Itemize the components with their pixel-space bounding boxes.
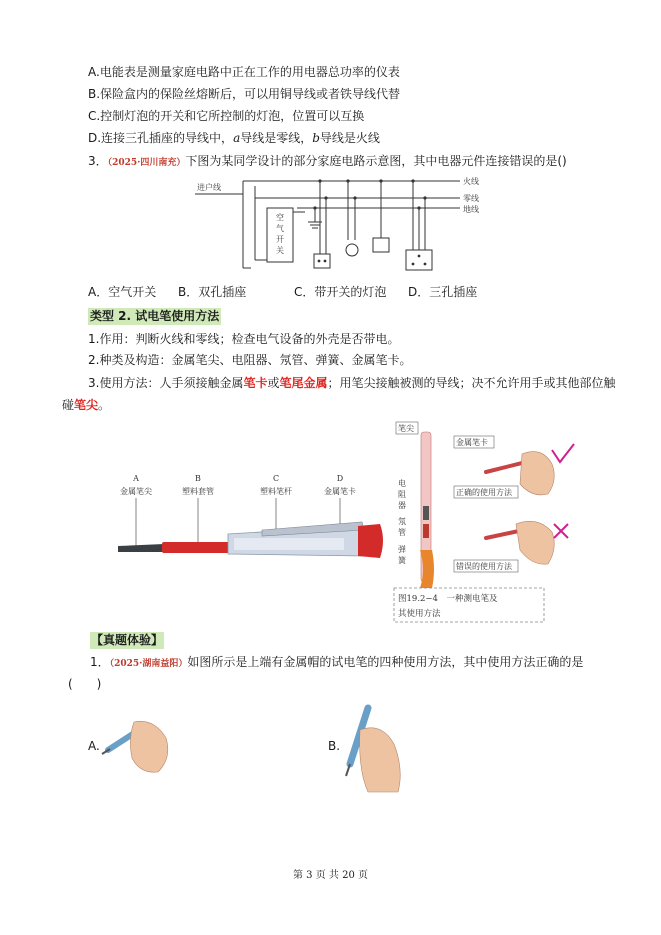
label-neon-1: 氖 <box>398 517 406 526</box>
test-pen-figure <box>112 472 388 572</box>
label-neutral: 零线 <box>463 194 479 203</box>
label-ground: 地线 <box>463 205 479 214</box>
label-live: 火线 <box>463 177 479 186</box>
exp-q1-stem: 如图所示是上端有金属帽的试电笔的四种使用方法，其中使用方法正确的是 <box>187 655 584 669</box>
option-d-b: b <box>312 131 320 145</box>
option-a: A.电能表是测量家庭电路中正在工作的用电器总功率的仪表 <box>88 65 400 79</box>
q3-stem: 下图为某同学设计的部分家庭电路示意图，其中电器元件连接错误的是() <box>185 154 567 168</box>
exp-q1-paren: ( ) <box>68 677 102 691</box>
label-spring-1: 弹 <box>398 545 406 554</box>
page-footer: 第 3 页 共 20 页 <box>293 870 368 881</box>
switch-label-4: 关 <box>276 246 284 255</box>
option-d-mid: 导线是零线， <box>240 131 313 145</box>
label-clip: 金属笔卡 <box>456 438 488 447</box>
p3-pre: 3.使用方法：人手须接触金属 <box>88 376 244 390</box>
label-tip: 笔尖 <box>398 424 414 433</box>
pen-letter-a: A <box>133 474 139 483</box>
switch-label-3: 开 <box>276 235 284 244</box>
p3-post: ；用笔尖接触被测的导线；决不允许用手或其他部位触 <box>327 376 616 390</box>
question-3 <box>88 153 567 171</box>
exp-question-1 <box>90 654 583 672</box>
section-title-type2: 类型 2. 试电笔使用方法 <box>90 309 220 323</box>
option-d-post: 导线是火线 <box>319 131 380 145</box>
caption-line-2: 其使用方法 <box>398 609 441 619</box>
circuit-diagram <box>195 172 495 278</box>
exp-option-b: B. <box>328 739 341 753</box>
option-c: C.控制灯泡的开关和它所控制的灯泡，位置可以互换 <box>88 109 365 123</box>
pen-letter-b: B <box>195 474 201 483</box>
q3-source: （2025·四川南充） <box>107 158 186 168</box>
q3-option-b: B．双孔插座 <box>178 285 247 299</box>
label-resistor-3: 器 <box>398 501 406 510</box>
pen-label-a: 金属笔尖 <box>120 487 152 496</box>
option-d <box>88 130 380 146</box>
type2-point-1: 1.作用：判断火线和零线；检查电气设备的外壳是否带电。 <box>88 332 400 346</box>
type2-point-3 <box>88 375 616 391</box>
option-d-a: a <box>233 131 241 145</box>
switch-label-2: 气 <box>276 224 284 233</box>
exp-q1-source: （2025·湖南益阳） <box>109 659 188 669</box>
exp-option-a: A. <box>88 739 100 753</box>
q3-number: 3． <box>88 154 108 168</box>
p3-line2-post: 。 <box>98 398 111 412</box>
pen-label-b: 塑料套管 <box>182 487 214 496</box>
caption-line-1: 图19.2−4 一种测电笔及 <box>398 594 498 604</box>
label-spring-2: 簧 <box>398 556 406 565</box>
type2-point-2: 2.种类及构造：金属笔尖、电阻器、氖管、弹簧、金属笔卡。 <box>88 353 412 367</box>
label-wrong: 错误的使用方法 <box>456 562 512 571</box>
pen-usage-figure <box>392 420 592 626</box>
pen-letter-d: D <box>336 474 344 483</box>
label-resistor-2: 阻 <box>398 490 406 499</box>
pen-label-c: 塑料笔杆 <box>260 487 292 496</box>
hand-pen-image-b <box>338 700 410 794</box>
section-title-experience: 【真题体验】 <box>91 633 164 647</box>
pen-letter-c: C <box>272 474 280 483</box>
q3-option-a: A．空气开关 <box>88 285 157 299</box>
q3-option-d: D．三孔插座 <box>408 285 478 299</box>
exp-q1-number: 1． <box>90 655 110 669</box>
switch-label-1: 空 <box>276 213 284 222</box>
label-resistor-1: 电 <box>398 479 406 488</box>
option-b: B.保险盒内的保险丝熔断后，可以用铜导线或者铁导线代替 <box>88 87 401 101</box>
pen-label-d: 金属笔卡 <box>324 487 356 496</box>
label-neon-2: 管 <box>398 528 406 537</box>
type2-point-3-line2 <box>62 397 110 413</box>
q3-option-c: C．带开关的灯泡 <box>294 285 387 299</box>
p3-red-3: 笔尖 <box>74 398 99 412</box>
option-d-pre: D.连接三孔插座的导线中， <box>88 131 234 145</box>
p3-mid: 或 <box>267 376 280 390</box>
label-entry: 进户线 <box>197 183 221 192</box>
hand-pen-image-a <box>98 708 178 778</box>
label-correct: 正确的使用方法 <box>456 488 512 497</box>
p3-red-2: 笔尾金属 <box>279 376 328 390</box>
p3-red-1: 笔卡 <box>243 376 268 390</box>
p3-line2-pre: 碰 <box>62 398 75 412</box>
